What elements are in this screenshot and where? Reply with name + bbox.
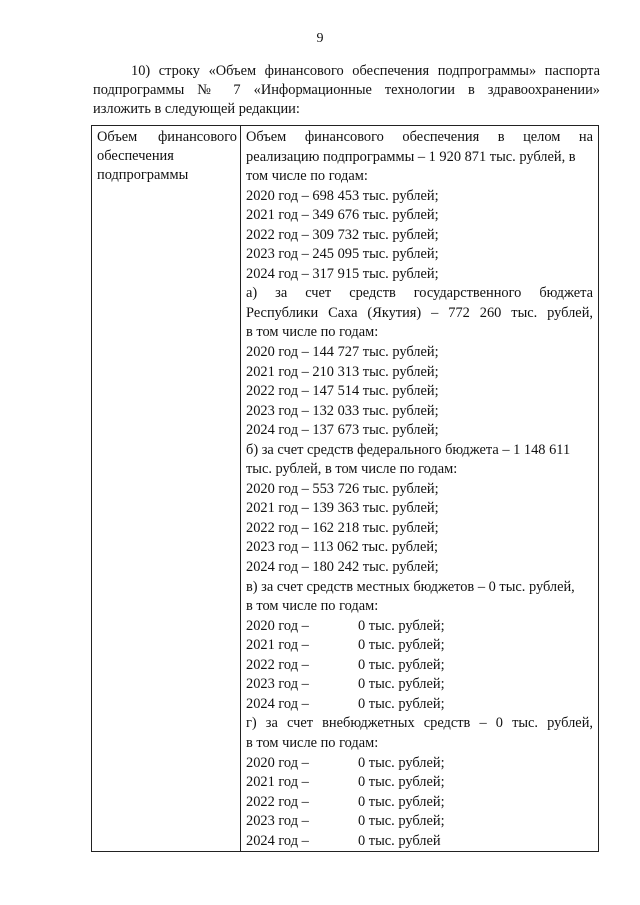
year-line xyxy=(246,617,593,637)
year-line: 2021 год – 210 313 тыс. рублей; xyxy=(246,363,439,380)
funding-table xyxy=(91,125,599,852)
year-line: 2023 год – 132 033 тыс. рублей; xyxy=(246,402,439,419)
year-amount: 0 тыс. рублей; xyxy=(358,617,445,634)
intro-line: подпрограммы № 7 «Информационные технологии в здравоохранении» xyxy=(93,82,600,98)
year-amount: 0 тыс. рублей; xyxy=(358,676,445,693)
year-line: 2024 год – 317 915 тыс. рублей; xyxy=(246,265,439,282)
year-line: 2020 год – 553 726 тыс. рублей; xyxy=(246,480,439,497)
year-amount: 0 тыс. рублей; xyxy=(358,774,445,791)
year-line xyxy=(246,832,593,852)
year-line xyxy=(246,636,593,656)
year-line xyxy=(246,812,593,832)
intro-line: 10) строку «Объем финансового обеспечения подпрограммы» паспорта xyxy=(131,63,600,79)
text-line: реализацию подпрограммы – 1 920 871 тыс. рублей, в xyxy=(246,148,576,165)
year-amount: 0 тыс. рублей xyxy=(358,832,441,849)
text-line: б) за счет средств федерального бюджета – 1 148 611 xyxy=(246,441,571,458)
row-value-cell xyxy=(246,128,593,851)
intro-line: изложить в следующей редакции: xyxy=(93,101,300,117)
row-label-line: подпрограммы xyxy=(97,167,189,183)
text-line: г) за счет внебюджетных средств – 0 тыс. рублей, xyxy=(246,715,593,732)
page-number: 9 xyxy=(316,31,324,46)
year-line xyxy=(246,773,593,793)
text-line: в) за счет средств местных бюджетов – 0 тыс. рублей, xyxy=(246,578,575,595)
year-line: 2021 год – 139 363 тыс. рублей; xyxy=(246,500,439,517)
text-line: в том числе по годам: xyxy=(246,324,379,341)
year-amount: 0 тыс. рублей; xyxy=(358,813,445,830)
local-budget-block xyxy=(246,578,593,715)
year-label: 2021 год – xyxy=(246,637,309,654)
state-budget-block xyxy=(246,284,593,440)
year-amount: 0 тыс. рублей; xyxy=(358,695,445,712)
year-amount: 0 тыс. рублей; xyxy=(358,637,445,654)
year-label: 2023 год – xyxy=(246,676,309,693)
text-line: а) за счет средств государственного бюджета xyxy=(246,285,593,302)
year-line: 2022 год – 162 218 тыс. рублей; xyxy=(246,519,439,536)
year-amount: 0 тыс. рублей; xyxy=(358,793,445,810)
year-line xyxy=(246,675,593,695)
year-label: 2024 год – xyxy=(246,832,309,849)
year-line xyxy=(246,793,593,813)
text-line: в том числе по годам: xyxy=(246,734,379,751)
year-line: 2022 год – 309 732 тыс. рублей; xyxy=(246,226,439,243)
year-label: 2024 год – xyxy=(246,695,309,712)
year-amount: 0 тыс. рублей; xyxy=(358,754,445,771)
year-amount: 0 тыс. рублей; xyxy=(358,656,445,673)
year-line: 2022 год – 147 514 тыс. рублей; xyxy=(246,383,439,400)
year-line xyxy=(246,754,593,774)
year-label: 2023 год – xyxy=(246,813,309,830)
column-divider xyxy=(240,126,241,851)
year-line xyxy=(246,695,593,715)
year-label: 2022 год – xyxy=(246,793,309,810)
year-line: 2020 год – 698 453 тыс. рублей; xyxy=(246,187,439,204)
year-label: 2020 год – xyxy=(246,617,309,634)
federal-budget-block xyxy=(246,441,593,578)
row-label-cell xyxy=(97,128,237,185)
year-label: 2021 год – xyxy=(246,774,309,791)
row-label-line: Объем финансового xyxy=(97,129,237,145)
year-line: 2020 год – 144 727 тыс. рублей; xyxy=(246,344,439,361)
year-line: 2024 год – 137 673 тыс. рублей; xyxy=(246,422,439,439)
year-label: 2020 год – xyxy=(246,754,309,771)
text-line: том числе по годам: xyxy=(246,168,368,185)
text-line: тыс. рублей, в том числе по годам: xyxy=(246,461,458,478)
text-line: Объем финансового обеспечения в целом на xyxy=(246,129,593,145)
text-line: Республики Саха (Якутия) – 772 260 тыс. рублей, xyxy=(246,304,593,321)
year-label: 2022 год – xyxy=(246,656,309,673)
year-line: 2021 год – 349 676 тыс. рублей; xyxy=(246,207,439,224)
extra-budget-block xyxy=(246,714,593,851)
row-label-line: обеспечения xyxy=(97,148,174,164)
text-line: в том числе по годам: xyxy=(246,598,379,615)
year-line: 2023 год – 113 062 тыс. рублей; xyxy=(246,539,439,556)
intro-paragraph xyxy=(93,62,600,119)
year-line: 2024 год – 180 242 тыс. рублей; xyxy=(246,559,439,576)
year-line xyxy=(246,656,593,676)
year-line: 2023 год – 245 095 тыс. рублей; xyxy=(246,246,439,263)
total-block xyxy=(246,128,593,284)
